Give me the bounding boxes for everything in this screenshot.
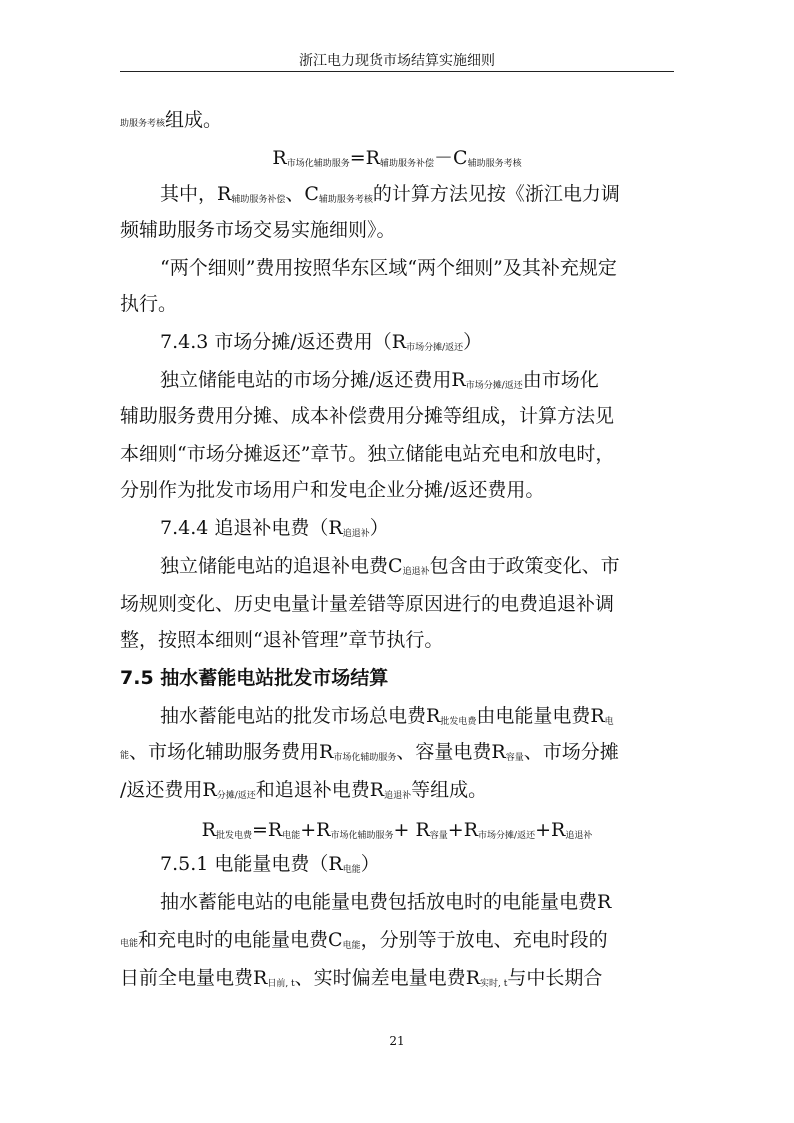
text-line [120,368,714,396]
subscript: 助服务考核 [120,119,166,129]
text-line: 本细则“市场分摊返还”章节。独立储能电站充电和放电时， [120,443,615,465]
operator: = [252,819,268,841]
text-line: “两个细则”费用按照华东区域“两个细则”及其补充规定 [160,257,617,279]
subscript: 实时, t [480,979,508,989]
text: 、实时偏差电量电费 [294,967,466,989]
subscript: 容量 [429,831,448,841]
symbol: C [453,147,468,169]
symbol: R [369,779,385,801]
symbol: R [202,779,217,801]
text: 由电能量电费 [476,705,591,727]
symbol: C [304,183,319,205]
subscript: 市场化辅助服务 [333,753,397,763]
text-line: 辅助服务费用分摊、成本补偿费用分摊等组成，计算方法见 [120,405,615,427]
subscript: 追退补 [342,529,370,539]
subscript: 市场分摊/返还 [406,343,464,353]
symbol: R [319,741,334,763]
subscript: 市场化辅助服务 [330,831,394,841]
subscript: 市场分摊/返还 [478,831,536,841]
symbol: R [328,853,343,875]
subscript: 分摊/返还 [216,791,256,801]
subscript: 追退补 [565,831,593,841]
text: 、容量电费 [396,741,492,763]
subscript: 辅助服务考核 [467,159,522,169]
operator: + [300,819,317,841]
symbol: R [316,819,331,841]
symbol: R [451,369,466,391]
subscript: 电能 [342,865,361,875]
text: 、市场分摊 [523,741,619,763]
text: 由市场化 [522,369,599,391]
text: 抽水蓄能电站的批发市场总电费 [160,705,427,727]
subscript: 市场化辅助服务 [286,159,350,169]
text: ） [360,853,380,875]
symbol: R [551,819,566,841]
text: ） [369,517,389,539]
text-line: 抽水蓄能电站的电能量电费包括放电时的电能量电费R [160,891,612,913]
subscript: 日前, t [267,979,295,989]
text-line [120,740,674,768]
subscript: 电能 [342,941,361,951]
symbol: R [491,741,506,763]
text: /返还费用 [120,779,203,801]
subscript: 批发电费 [440,717,477,727]
text: 和追退补电费 [255,779,370,801]
running-header: 浙江电力现货市场结算实施细则 [299,53,495,69]
text-line [120,704,714,732]
symbol: R [365,147,380,169]
operator: + [535,819,551,841]
text: 包含由于政策变化、市 [429,555,620,577]
text: 组成。 [165,109,223,131]
symbol: R [253,967,268,989]
text: 、 [285,183,305,205]
subscript: 追退补 [402,567,430,577]
header-rule [120,71,674,72]
text: 7.5.1 电能量电费（ [160,853,329,875]
subscript: 辅助服务补偿 [379,159,434,169]
text-line [120,928,674,956]
text-line [120,966,674,994]
operator: + [393,819,416,841]
text: 等组成。 [411,779,488,801]
operator: + [447,819,464,841]
symbol: R [465,967,480,989]
text-line: 整，按照本细则“退补管理”章节执行。 [120,629,444,651]
symbol: R [267,819,283,841]
operator: － [434,147,454,169]
symbol: R [201,819,216,841]
section-heading [120,330,714,358]
text-line [120,182,714,210]
page-number: 21 [389,1034,405,1048]
subscript: 批发电费 [215,831,252,841]
text-line: 场规则变化、历史电量计量差错等原因进行的电费追退补调 [120,593,615,615]
symbol: R [328,517,343,539]
symbol: R [391,331,407,353]
text-line: 频辅助服务市场交易实施细则》。 [120,219,396,241]
text: 7.4.3 市场分摊/返还费用（ [160,331,392,353]
subscript: 辅助服务补偿 [231,195,286,205]
symbol: C [328,929,343,951]
subscript: 电能 [282,831,301,841]
subscript: 辅助服务考核 [318,195,373,205]
symbol: R [272,147,287,169]
operator: = [349,147,366,169]
subscript: 能 [120,751,130,761]
subscript: 电 [604,717,614,727]
text-line [120,554,714,582]
section-heading [120,516,714,544]
text: 7.4.4 追退补电费（ [160,517,329,539]
text: 其中， [160,183,218,205]
subscript: 市场分摊/返还 [465,381,523,391]
symbol: C [388,555,403,577]
text-line [120,108,674,136]
text: 和充电时的电能量电费 [138,929,329,951]
formula [120,146,674,174]
subscript: 容量 [505,753,524,763]
section-title: 7.5 抽水蓄能电站批发市场结算 [120,667,389,689]
text-line [120,778,674,806]
subscript: 电能 [120,939,139,949]
symbol: R [463,819,479,841]
formula [120,818,674,846]
symbol: R [415,819,430,841]
section-heading [120,852,714,880]
text: 独立储能电站的市场分摊/返还费用 [160,369,452,391]
symbol: R [426,705,441,727]
subscript: 追退补 [384,791,412,801]
text: 日前全电量电费 [120,967,254,989]
text: 的计算方法见按《浙江电力调 [372,183,620,205]
text: 与中长期合 [507,967,603,989]
text: 独立储能电站的追退补电费 [160,555,389,577]
text: ，分别等于放电、充电时段的 [360,929,608,951]
text-line: 分别作为批发市场用户和发电企业分摊/返还费用。 [120,479,545,501]
text: 、市场化辅助服务费用 [129,741,320,763]
text: ） [463,331,483,353]
symbol: R [590,705,605,727]
text-line: 执行。 [120,293,178,315]
symbol: R [217,183,232,205]
